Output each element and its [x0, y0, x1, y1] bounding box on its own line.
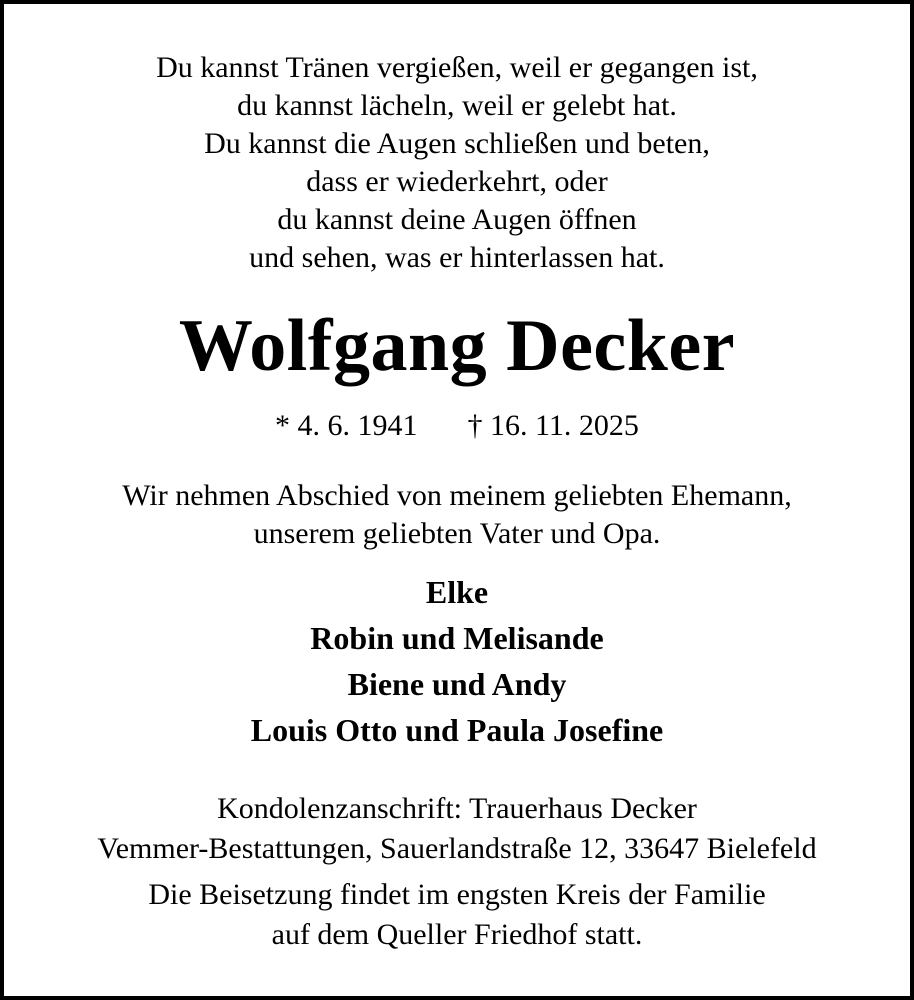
burial-line: auf dem Queller Friedhof statt. — [271, 918, 643, 951]
condolence-line: Kondolenzanschrift: Trauerhaus Decker — [217, 792, 697, 825]
birth-date: * 4. 6. 1941 — [275, 409, 418, 442]
mourner-name: Elke — [425, 574, 489, 610]
poem-line: du kannst deine Augen öffnen — [277, 203, 637, 236]
mourner-name: Louis Otto und Paula Josefine — [250, 712, 664, 748]
poem-line: Du kannst die Augen schließen und beten, — [204, 127, 710, 160]
farewell-line: unserem geliebten Vater und Opa. — [253, 517, 661, 550]
mourner-name: Biene und Andy — [347, 666, 567, 702]
poem-line: dass er wiederkehrt, oder — [306, 165, 608, 198]
deceased-name: Wolfgang Decker — [178, 305, 736, 387]
mourner-name: Robin und Melisande — [310, 620, 604, 656]
burial-line: Die Beisetzung findet im engsten Kreis der Familie — [148, 878, 766, 911]
farewell-line: Wir nehmen Abschied von meinem geliebten Ehemann, — [122, 479, 792, 512]
life-dates — [4, 407, 910, 445]
poem-line: und sehen, was er hinterlassen hat. — [249, 241, 665, 274]
poem-line: Du kannst Tränen vergießen, weil er gegangen ist, — [156, 51, 758, 84]
death-date: † 16. 11. 2025 — [467, 409, 639, 442]
poem-line: du kannst lächeln, weil er gelebt hat. — [237, 89, 677, 122]
condolence-line: Vemmer-Bestattungen, Sauerlandstraße 12, 33647 Bielefeld — [97, 832, 817, 865]
